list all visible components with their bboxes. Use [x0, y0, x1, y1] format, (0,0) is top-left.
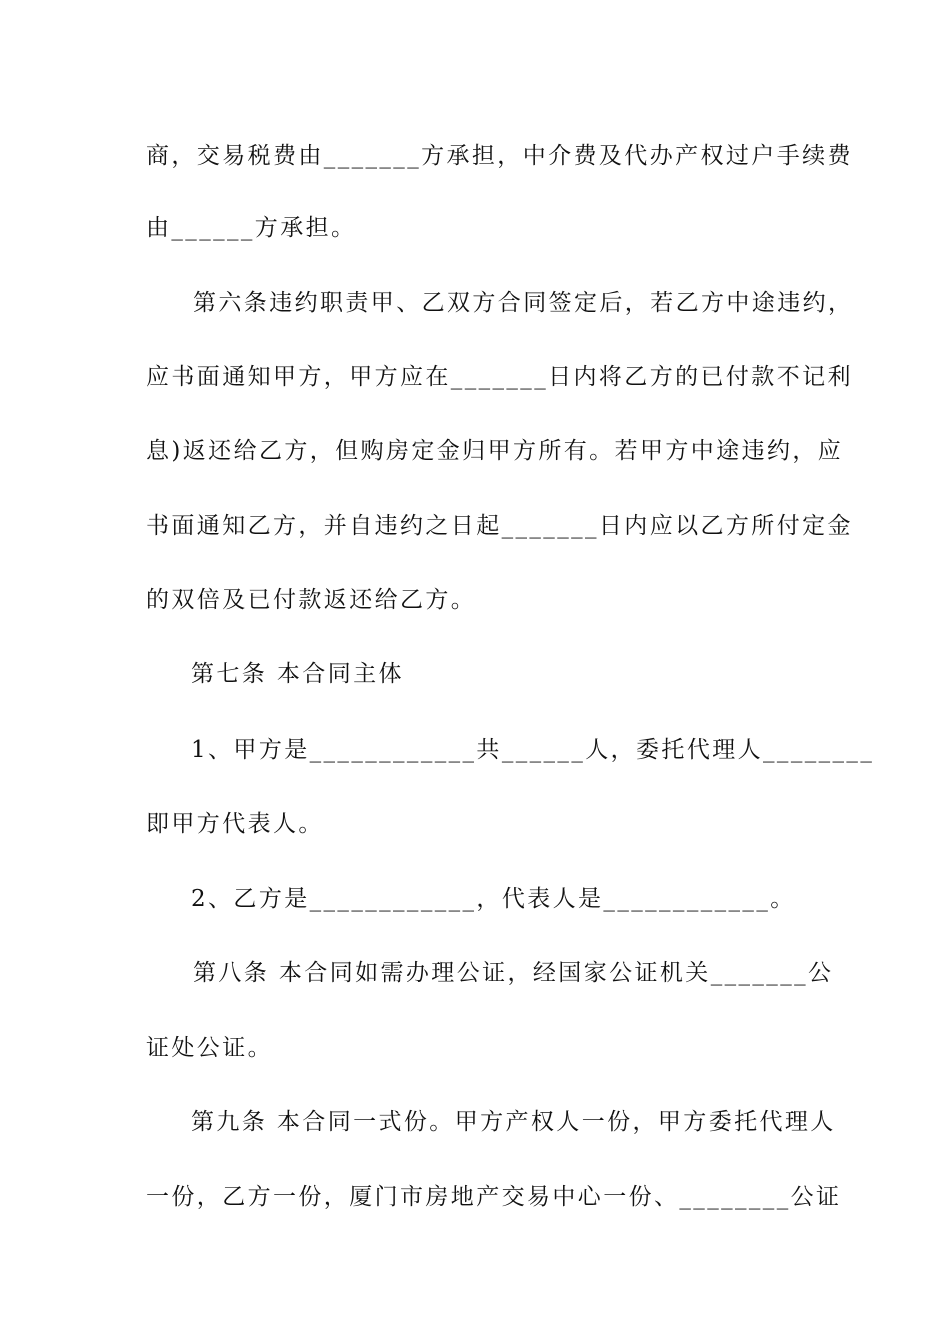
paragraph-line: 书面通知乙方，并自违约之日起_______日内应以乙方所付定金 — [146, 513, 853, 539]
party-a-line: 1、甲方是____________共______人，委托代理人________ — [191, 737, 875, 763]
paragraph-line: 的双倍及已付款返还给乙方。 — [146, 587, 477, 613]
article-six-line: 第六条违约职责甲、乙双方合同签定后，若乙方中途违约， — [193, 290, 854, 316]
paragraph-line: 一份，乙方一份，厦门市房地产交易中心一份、________公证 — [146, 1184, 842, 1210]
article-eight-line: 第八条 本合同如需办理公证，经国家公证机关_______公 — [193, 960, 834, 986]
paragraph-line: 由______方承担。 — [146, 215, 357, 241]
paragraph-line: 商，交易税费由_______方承担，中介费及代办产权过户手续费 — [146, 143, 853, 169]
article-nine-line: 第九条 本合同一式份。甲方产权人一份，甲方委托代理人 — [191, 1109, 836, 1135]
paragraph-line: 息)返还给乙方，但购房定金归甲方所有。若甲方中途违约，应 — [146, 438, 844, 464]
paragraph-line: 即甲方代表人。 — [146, 811, 324, 837]
paragraph-line: 应书面通知甲方，甲方应在_______日内将乙方的已付款不记利 — [146, 364, 853, 390]
party-b-line: 2、乙方是____________，代表人是____________。 — [191, 886, 796, 912]
paragraph-line: 证处公证。 — [146, 1035, 273, 1061]
article-seven-heading: 第七条 本合同主体 — [191, 661, 404, 687]
